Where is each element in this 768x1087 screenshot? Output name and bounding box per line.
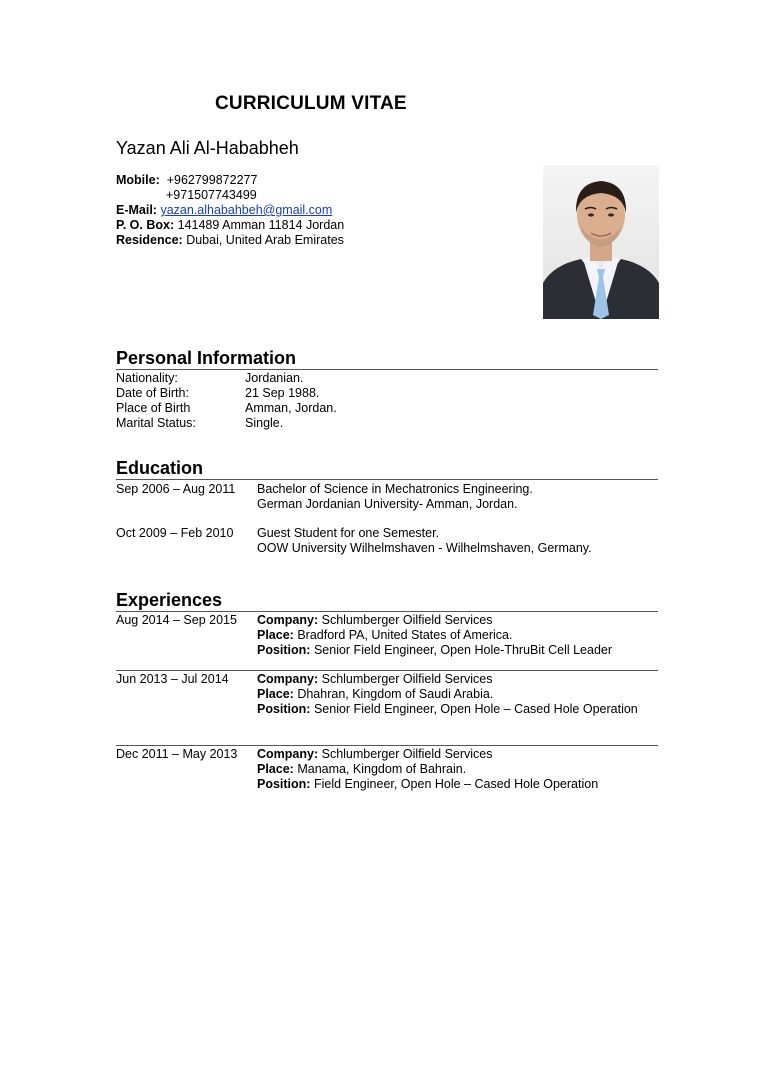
experience-place [257, 762, 466, 777]
education-institution: German Jordanian University- Amman, Jordan. [257, 497, 518, 511]
mobile-line [116, 173, 257, 188]
company-label: Company: [257, 613, 319, 627]
residence-value: Dubai, United Arab Emirates [186, 233, 344, 247]
place-label: Place: [257, 687, 294, 701]
marital-label: Marital Status: [116, 416, 196, 430]
dob-value: 21 Sep 1988. [245, 386, 320, 400]
candidate-name: Yazan Ali Al-Hababheh [116, 138, 299, 158]
email-label: E-Mail: [116, 203, 157, 217]
experiences-heading: Experiences [116, 590, 223, 610]
mobile-number-2: +971507743499 [166, 188, 257, 202]
experience-position [257, 643, 612, 658]
education-date: Oct 2009 – Feb 2010 [116, 526, 234, 540]
education-heading: Education [116, 458, 204, 478]
pobox-line [116, 218, 344, 233]
pobox-label: P. O. Box: [116, 218, 175, 232]
experience-position [257, 702, 638, 717]
company-value: Schlumberger Oilfield Services [321, 747, 493, 761]
position-label: Position: [257, 643, 311, 657]
experience-divider [116, 670, 658, 671]
pob-label: Place of Birth [116, 401, 191, 415]
education-degree: Bachelor of Science in Mechatronics Engineering. [257, 482, 533, 496]
education-degree: Guest Student for one Semester. [257, 526, 440, 540]
company-value: Schlumberger Oilfield Services [321, 613, 493, 627]
experience-company [257, 747, 493, 762]
pob-value: Amman, Jordan. [245, 401, 337, 415]
experience-place [257, 628, 512, 643]
position-value: Senior Field Engineer, Open Hole – Cased Hole Operation [313, 702, 638, 716]
profile-photo [543, 165, 659, 319]
marital-value: Single. [245, 416, 284, 430]
email-link[interactable]: yazan.alhabahbeh@gmail.com [160, 203, 333, 217]
education-date: Sep 2006 – Aug 2011 [116, 482, 236, 496]
nationality-value: Jordanian. [245, 371, 304, 385]
position-label: Position: [257, 702, 311, 716]
email-line [116, 203, 332, 218]
experiences-divider [116, 611, 658, 612]
experience-date: Aug 2014 – Sep 2015 [116, 613, 237, 627]
mobile-label: Mobile: [116, 173, 160, 187]
residence-line [116, 233, 344, 248]
experience-company [257, 672, 493, 687]
personal-info-heading: Personal Information [116, 348, 297, 368]
place-label: Place: [257, 628, 294, 642]
document-title: CURRICULUM VITAE [215, 93, 407, 114]
portrait-illustration [543, 165, 659, 319]
company-label: Company: [257, 747, 319, 761]
company-value: Schlumberger Oilfield Services [321, 672, 493, 686]
company-label: Company: [257, 672, 319, 686]
personal-info-divider [116, 369, 658, 370]
experience-date: Dec 2011 – May 2013 [116, 747, 238, 761]
experience-place [257, 687, 493, 702]
place-value: Dhahran, Kingdom of Saudi Arabia. [297, 687, 494, 701]
position-value: Field Engineer, Open Hole – Cased Hole Operation [313, 777, 599, 791]
place-label: Place: [257, 762, 294, 776]
position-label: Position: [257, 777, 311, 791]
education-institution: OOW University Wilhelmshaven - Wilhelmshaven, Germany. [257, 541, 592, 555]
place-value: Manama, Kingdom of Bahrain. [297, 762, 467, 776]
experience-position [257, 777, 598, 792]
residence-label: Residence: [116, 233, 183, 247]
position-value: Senior Field Engineer, Open Hole-ThruBit Cell Leader [313, 643, 613, 657]
place-value: Bradford PA, United States of America. [297, 628, 513, 642]
pobox-value: 141489 Amman 11814 Jordan [177, 218, 345, 232]
education-divider [116, 479, 658, 480]
experience-company [257, 613, 493, 628]
mobile-number-1: +962799872277 [166, 173, 258, 187]
experience-date: Jun 2013 – Jul 2014 [116, 672, 229, 686]
dob-label: Date of Birth: [116, 386, 189, 400]
nationality-label: Nationality: [116, 371, 178, 385]
experience-divider [116, 745, 658, 746]
